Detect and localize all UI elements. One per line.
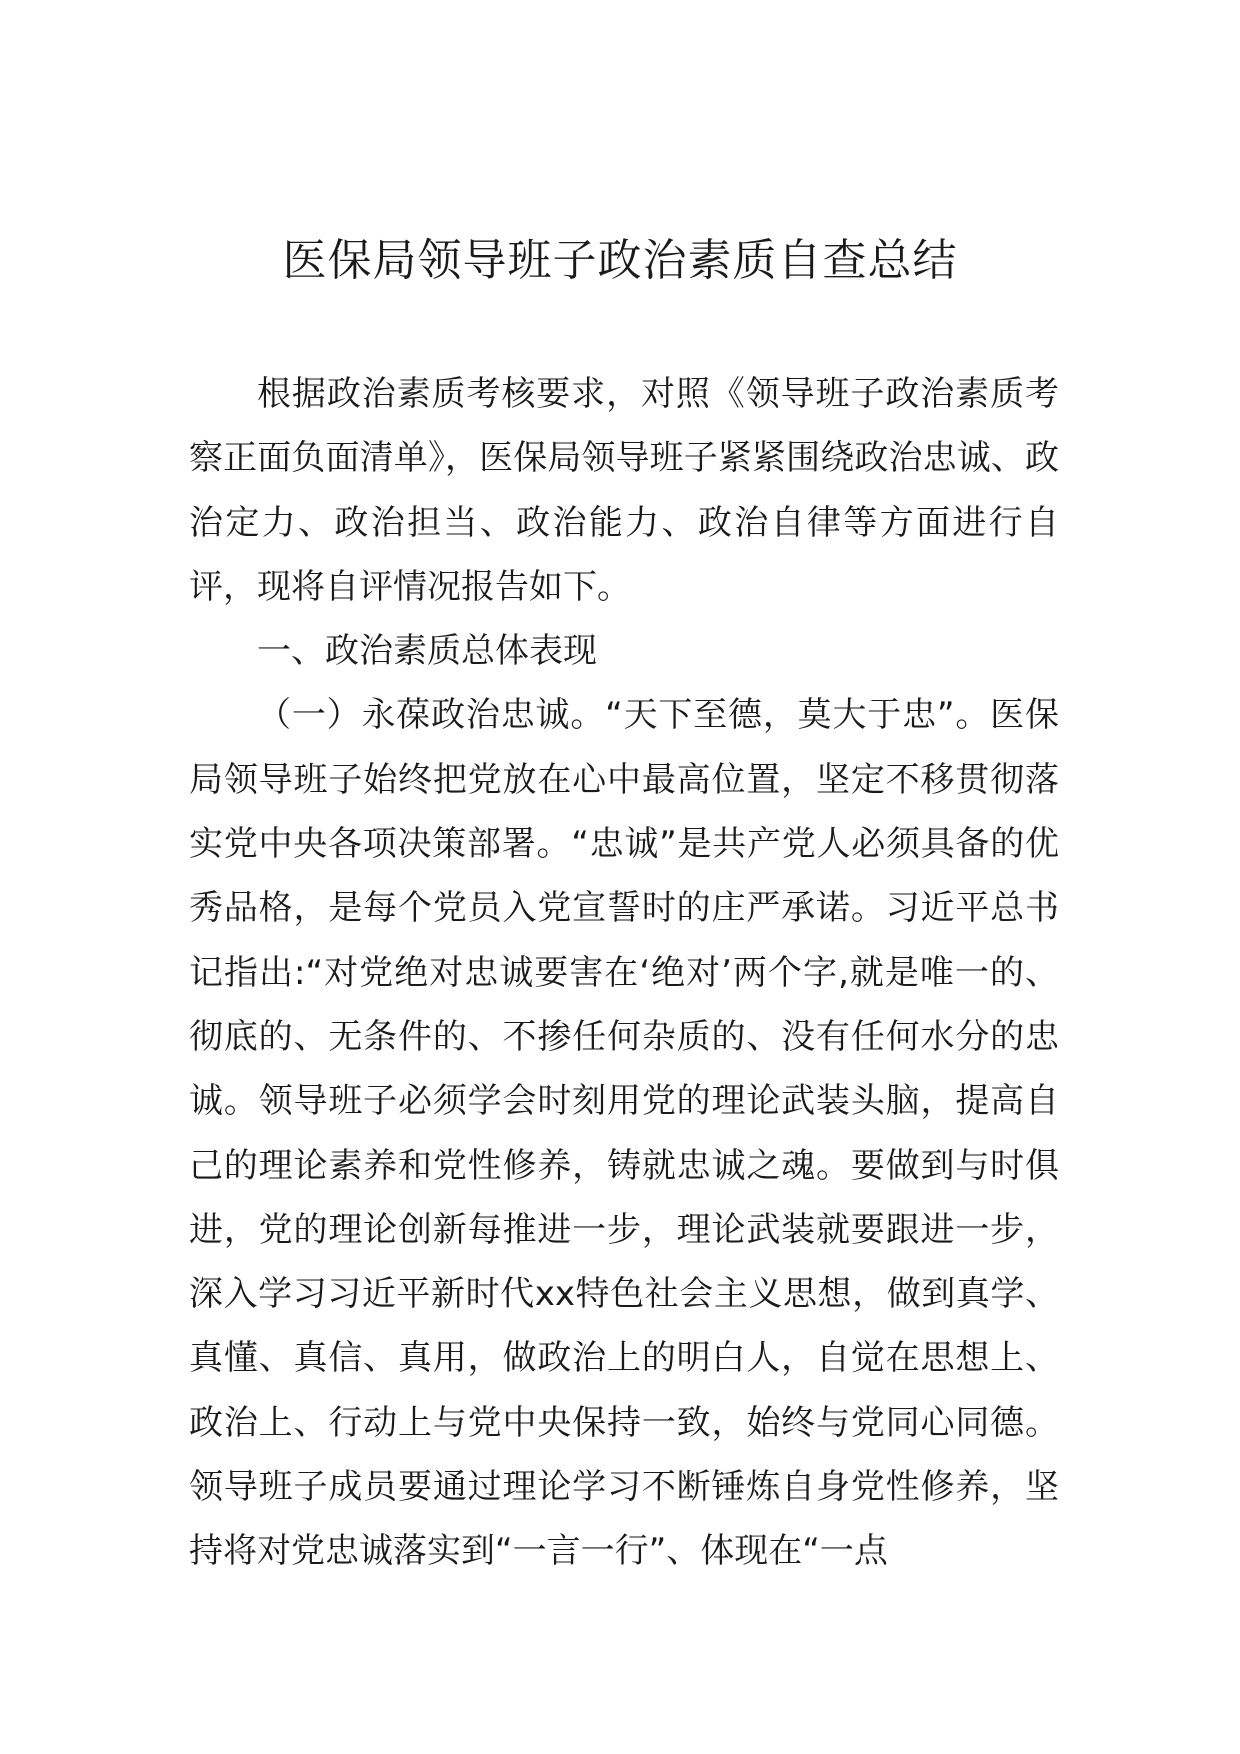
document-body xyxy=(189,362,1059,1584)
section-heading: 一、政治素质总体表现 xyxy=(257,631,597,672)
intro-paragraph: 根据政治素质考核要求，对照《领导班子政治素质考察正面负面清单》，医保局领导班子紧紧围绕政治忠诚、政治定力、政治担当、政治能力、政治自律等方面进行自评，现将自评情况报告如下。 xyxy=(189,374,1059,607)
section-paragraph: （一）永葆政治忠诚。“天下至德，莫大于忠”。医保局领导班子始终把党放在心中最高位置，坚定不移贯彻落实党中央各项决策部署。“忠诚”是共产党人必须具备的优秀品格，是每个党员入党宣誓时的庄严承诺。习近平总书记指出:“对党绝对忠诚要害在‘绝对’两个字,就是唯一的、彻底的、无条件的、不掺任何杂质的、没有任何水分的忠诚。领导班子必须学会时刻用党的理论武装头脑，提高自己的理论素养和党性修养，铸就忠诚之魂。要做到与时俱进，党的理论创新每推进一步，理论武装就要跟进一步，深入学习习近平新时代xx特色社会主义思想，做到真学、真懂、真信、真用，做政治上的明白人，自觉在思想上、政治上、行动上与党中央保持一致，始终与党同心同德。领导班子成员要通过理论学习不断锤炼自身党性修养，坚持将对党忠诚落实到“一言一行”、体现在“一点 xyxy=(189,695,1059,1572)
document-title: 医保局领导班子政治素质自查总结 xyxy=(282,235,958,286)
